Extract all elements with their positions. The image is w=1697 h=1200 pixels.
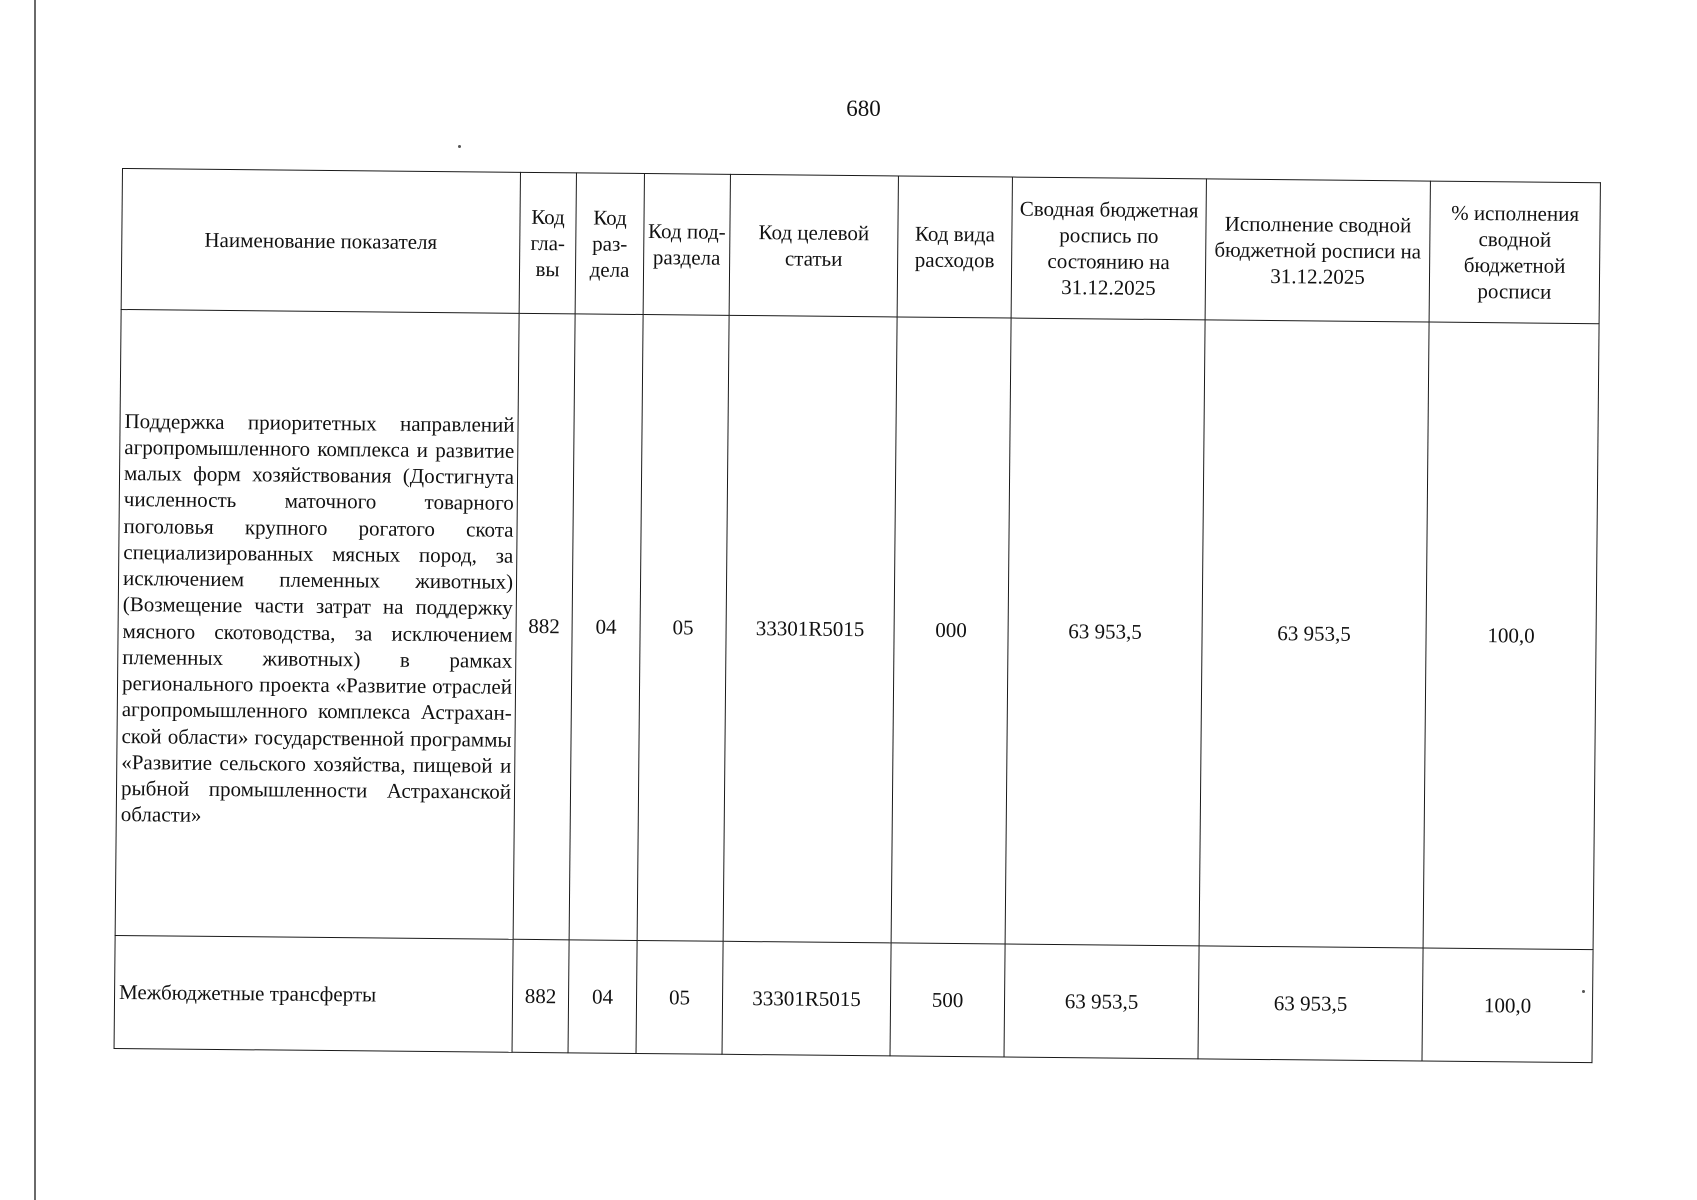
header-target-item-code: Код целевой статьи bbox=[729, 174, 898, 317]
table-row bbox=[115, 309, 1599, 949]
cell-section-code: 04 bbox=[569, 314, 643, 941]
header-indicator-name: Наименование показателя bbox=[121, 169, 520, 314]
report-table-container bbox=[114, 168, 1600, 1063]
header-section-code: Код раз-дела bbox=[575, 173, 644, 315]
header-planned-budget: Сводная бюджетная роспись по состоянию на 31.12.2025 bbox=[1011, 177, 1206, 320]
header-chapter-code: Код гла-вы bbox=[519, 172, 576, 314]
header-execution-percent: % исполнения сводной бюджетной росписи bbox=[1429, 181, 1600, 324]
cell-target-item-code: 33301R5015 bbox=[723, 315, 897, 943]
cell-indicator-name: Поддержка приоритетных направлений агропромышленного комплекса и развитие малых форм хозяйствования (Достигнута численность маточного товарного поголовья крупного рогатого скота специализированных мясных пород, за исключением племенных животных) (Возмещение части затрат на поддержку мясного скотоводства, за исключением племенных животных) в рамках регионального проекта «Развитие отраслей агропромышленного комплекса Астраханской области» государственной программы «Развитие сельского хозяйства, пищевой и рыбной промышленности Астраханской области» bbox=[115, 309, 519, 939]
cell-indicator-name: Межбюджетные трансферты bbox=[114, 935, 513, 1052]
scan-speck bbox=[458, 145, 461, 148]
page-number: 680 bbox=[846, 96, 881, 121]
cell-executed-budget: 63 953,5 bbox=[1198, 946, 1423, 1061]
cell-expense-type-code: 000 bbox=[891, 317, 1011, 944]
cell-execution-percent: 100,0 bbox=[1422, 948, 1593, 1063]
cell-chapter-code: 882 bbox=[513, 313, 575, 940]
cell-executed-budget: 63 953,5 bbox=[1199, 320, 1429, 948]
cell-chapter-code: 882 bbox=[512, 939, 569, 1053]
cell-planned-budget: 63 953,5 bbox=[1004, 944, 1199, 1059]
cell-execution-percent: 100,0 bbox=[1423, 322, 1599, 950]
cell-target-item-code: 33301R5015 bbox=[722, 941, 891, 1056]
table-header-row bbox=[121, 169, 1600, 324]
table-row bbox=[114, 935, 1593, 1062]
cell-subsection-code: 05 bbox=[636, 940, 723, 1054]
header-executed-budget: Исполнение сводной бюджетной росписи на 31.12.2025 bbox=[1205, 179, 1430, 322]
cell-expense-type-code: 500 bbox=[890, 943, 1005, 1057]
header-subsection-code: Код под-раздела bbox=[643, 174, 730, 316]
budget-execution-table bbox=[114, 168, 1601, 1063]
cell-subsection-code: 05 bbox=[637, 315, 729, 942]
header-expense-type-code: Код вида расходов bbox=[897, 176, 1012, 318]
binding-edge-line bbox=[34, 0, 36, 1200]
cell-section-code: 04 bbox=[568, 940, 637, 1054]
cell-planned-budget: 63 953,5 bbox=[1005, 318, 1205, 946]
